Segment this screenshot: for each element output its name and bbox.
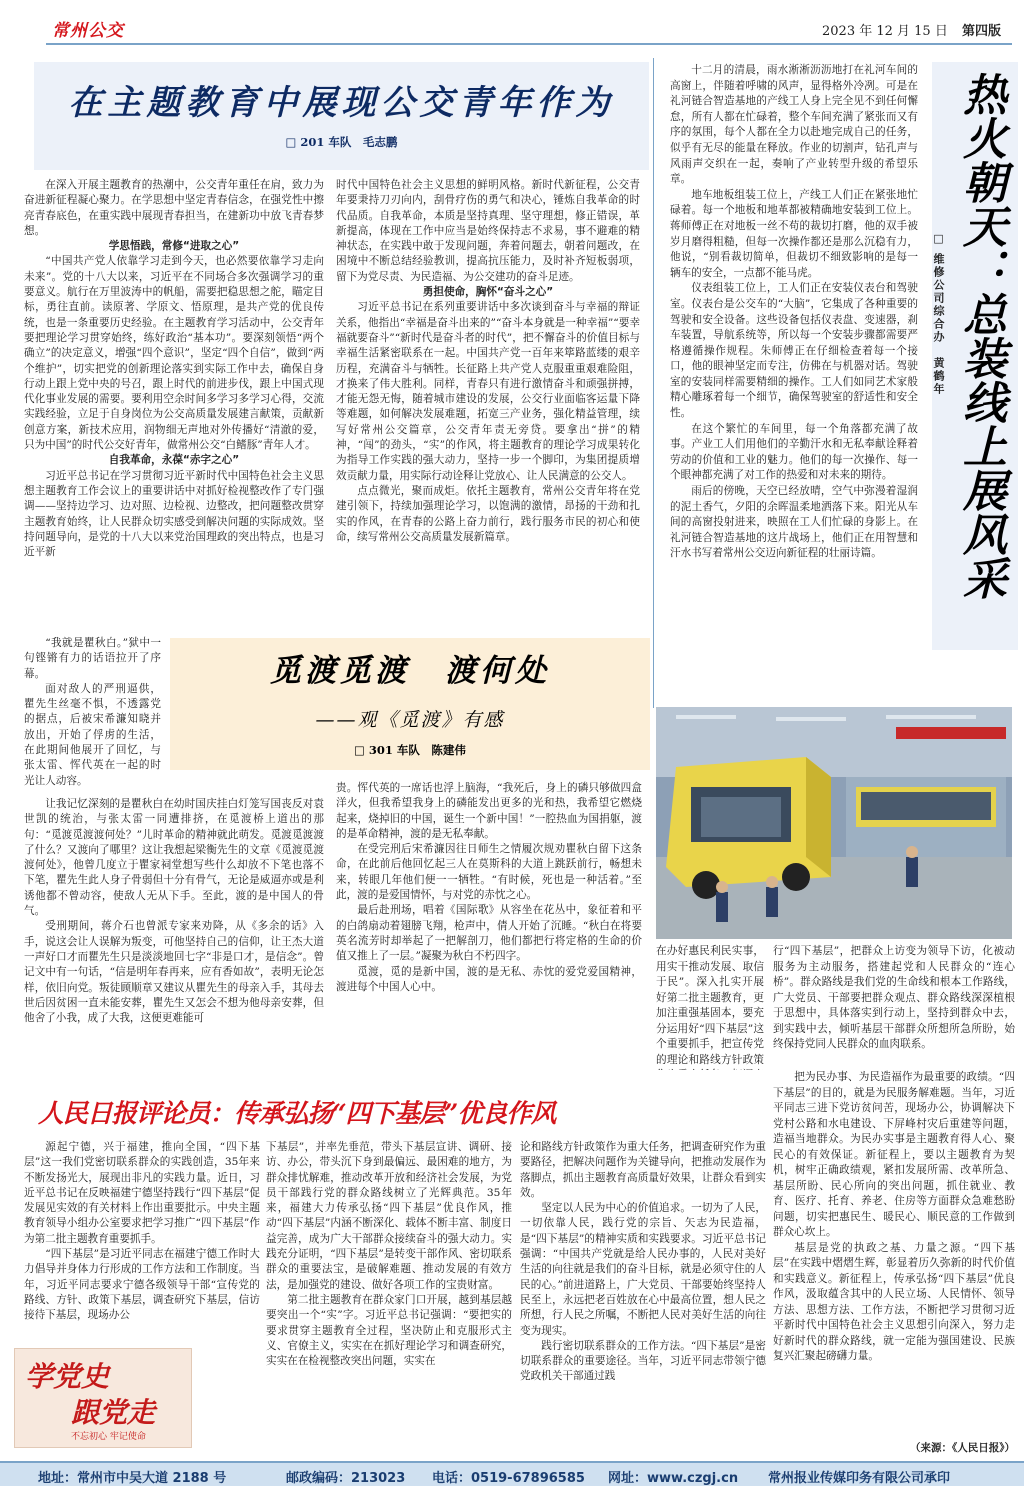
article-4-column-1: [24, 1140, 260, 1366]
paragraph: 把为民办事、为民造福作为最重要的政绩。“四下基层”的目的，就是为民服务解难题。当年，习近平同志三进下党访贫问苦，现场办公，协调解决下党村公路和水电建设、下屏峰村灾后重建等问题，造福当地群众。为民办实事是主题教育得人心、聚民心的有效保证。新征程上，要以主题教育为契机，树牢正确政绩观，紧扣发展所需、改革所急、基层所盼、民心所向的突出问题，抓住就业、教育、医疗、托育、养老、住房等方面群众急难愁盼问题，切实把惠民生、暖民心、顺民意的工作做到群众心坎上。: [773, 1071, 1015, 1238]
paragraph: 习近平总书记在系列重要讲话中多次谈到奋斗与幸福的辩证关系，他指出“幸福是奋斗出来的”“奋斗本身就是一种幸福”“要幸福就要奋斗”“新时代是奋斗者的时代”，把不懈奋斗的价值目标与幸福生活紧密联系在一起。中国共产党一百年来筚路蓝缕的艰辛历程，充满奋斗与牺牲。长征路上共产党人克服重重艰难险阻，才换来了伟大胜利。同样，青春只有进行激情奋斗和顽强拼搏，才能无怨无悔，随着城市建设的发展，公交行业面临客运量下降等难题，如何解决发展难题，拓宽三产业务，强化精益管理，续写好常州公交篇章，公交青年责无旁贷。要拿出“拼”的精神，“闯”的劲头，“实”的作风，将主题教育的理论学习成果转化为指导工作实践的强大动力，坚持一步一个脚印，为集团提质增效贡献力量，用实际行动诠释让党放心、让人民满意的公交人。: [336, 301, 640, 482]
footer-phone: 电话：0519-67896585: [432, 1471, 585, 1486]
paragraph: 让我记忆深刻的是瞿秋白在幼时国庆挂白灯笼写国丧反对袁世凯的统治，与张太雷一同遭排挤，在觅渡桥上道出的那句：“觅渡觅渡渡何处？”儿时革命的精神就此萌发。觅渡觅渡渡了什么？又渡向了哪里？这让我想起梁衡先生的文章《觅渡觅渡渡何处》，他曾几度立于瞿家祠堂想写些什么却放不下笔也落不下笔，瞿先生此人身子骨弱但十分有骨气，无论是威逼亦或是利诱他都不曾动容，使敌人无从下手。至此，渡的是中国人的骨气。: [24, 798, 324, 918]
paragraph: 下基层”，并率先垂范，带头下基层宣讲、调研、接访、办公，带头沉下身到最偏远、最困难的地方，为群众排忧解难，推动改革开放和经济社会发展，为党员干部践行党的群众路线树立了光辉典范。35年来，福建大力传承弘扬“四下基层”优良作风，推动“四下基层”内涵不断深化、载体不断丰富、制度日益完善，成为广大干部群众接续奋斗的强大动力。实践充分证明，“四下基层”是转变干部作风、密切联系群众的重要法宝，是破解难题、推动发展的有效方法，是加强党的建设、做好各项工作的宝贵财富。: [266, 1141, 512, 1291]
paragraph: 最后赴刑场，唱着《国际歌》从容坐在花丛中，象征着和平的白鸽扇动着翅膀飞翔，枪声中，倩人开始了沉睡。“秋白在将要英名流芳时却举起了一把解剖刀，他们都把行将定格的生命的价值又推上了一层。”凝聚为秋白不朽四字。: [336, 904, 642, 963]
column-rule: [653, 58, 654, 708]
stamp-tagline: 不忘初心 牢记使命: [71, 1432, 146, 1442]
masthead-edition: 第四版: [962, 24, 1002, 39]
article-4-source: （来源：《人民日报》）: [910, 1442, 1015, 1454]
paragraph: 论和路线方针政策作为重大任务，把调查研究作为重要路径，把解决问题作为关键导向，把推动发展作为落脚点，抓出主题教育高质量好效果，让群众看到实效。: [520, 1141, 766, 1199]
footer-address: 地址：常州市中吴大道 2188 号: [38, 1471, 227, 1486]
article-2-byline: □ 维修公司综合办 黄鹤年: [932, 232, 945, 396]
paragraph: 地车地板组装工位上，产线工人们正在紧张地忙碌着。每一个地板和地革都被精确地安装到工位上。蒋师傅正在对地板一丝不苟的裁切打磨，他的双手被岁月磨得粗糙，但每一次操作都还是那么沉稳有力，他说，“别看裁切简单，但裁切不细致影响的是每一辆车的安全，一点都不能马虎。: [670, 188, 918, 279]
article-3-subtitle: ——观《觅渡》有感: [315, 709, 505, 731]
masthead-date: 2023 年 12 月 15 日: [822, 24, 948, 39]
article-4-narrow-column: [656, 944, 764, 1070]
article-4-column-1-bottom: [196, 1365, 258, 1453]
masthead-logo: 常州公交: [52, 21, 124, 41]
paragraph: 觅渡，觅的是新中国，渡的是无私、赤忱的爱党爱国精神，渡进每个中国人心中。: [336, 965, 642, 993]
paragraph: “四下基层”是习近平同志在福建宁德工作时大力倡导并身体力行形成的工作方法和工作制度。当年，习近平同志要求宁德各级领导干部“宣传党的路线、方针、政策下基层，调查研究下基层，信访接待下基层，现场办公: [24, 1248, 260, 1322]
assembly-line-illustration: [656, 707, 1012, 939]
article-3-side-column: [24, 636, 161, 796]
article-4-title: 人民日报评论员：传承弘扬“四下基层”优良作风: [38, 1099, 556, 1129]
paragraph: 践行密切联系群众的工作方法。“四下基层”是密切联系群众的重要途径。当年，习近平同志带领宁德党政机关干部通过践: [520, 1339, 766, 1383]
subheading: 自我革命，永葆“赤字之心”: [108, 454, 240, 467]
paragraph: 贵。恽代英的一席话也浮上脑海，“我死后，身上的磷只够做四盒洋火，但我希望我身上的磷能发出更多的光和热，我希望它燃烧起来，烧掉旧的中国，诞生一个新中国！”一腔热血为国捐躯，渡的是革命精神，渡的是无私奉献。: [336, 782, 642, 840]
paragraph: 受刑期间，蒋介石也曾派专家来劝降，从《多余的话》入手，说这会让人误解为叛变，可他坚持自己的信仰，让王杰大道一声好口才而瞿先生只是淡淡地回七字“非是口才，是信念”。曾记文中有一句话，“信是明年春再来，应有香如故”，表明无论怎样，依旧向党。叛徒顾顺章又建议从瞿先生的母亲入手，其母去世后因贫困一直未能安葬，瞿先生又怎会不想为他母亲安葬，但他舍了小我，成了大我，这便更难能可: [24, 920, 324, 1025]
paragraph: 基层是党的执政之基、力量之源。“四下基层”在实践中熠熠生辉，彰显着历久弥新的时代价值和实践意义。新征程上，传承弘扬“四下基层”优良作风，汲取蕴含其中的人民立场、人民情怀、领导方法、思想方法、工作方法，不断把学习贯彻习近平新时代中国特色社会主义思想引向深入，努力走好新时代的群众路线，就一定能为强国建设、民族复兴汇聚起磅礴力量。: [773, 1241, 1015, 1362]
article-2-text: [670, 63, 918, 705]
paragraph: 点点微光，聚而成炬。依托主题教育，常州公交青年将在党建引领下，持续加强理论学习，以饱满的激情，昂扬的干劲和扎实的作风，在青春的公路上奋力前行，践行服务市民的初心和使命，续写常州公交高质量发展新篇章。: [336, 484, 640, 543]
stamp-line-2: 跟党走: [71, 1396, 156, 1429]
article-1-column-2: [336, 178, 640, 600]
masthead: [0, 0, 1024, 46]
party-history-stamp: [14, 1348, 192, 1448]
subheading: 学思悟践，常修“进取之心”: [108, 240, 240, 253]
article-4-top-right-column: [773, 944, 1015, 1070]
paragraph: 习近平总书记在学习贯彻习近平新时代中国特色社会主义思想主题教育工作会议上的重要讲话中对抓好检视整改作了专门强调——坚持边学习、边对照、边检视、边整改，把问题整改贯穿主题教育始终，让人民群众切实感受到解决问题的实际成效。坚持问题导向，是党的十八大以来党治国理政的突出特点，也是习近平新: [24, 469, 324, 559]
paragraph: 在深入开展主题教育的热潮中，公交青年重任在肩，致力为奋进新征程凝心聚力。在学思想中坚定青春信念，在强党性中擦亮青春底色，在重实践中展现青春担当，在建新功中放飞青春梦想。: [24, 179, 324, 237]
footer: [0, 1461, 1024, 1486]
paragraph: 面对敌人的严刑逼供，瞿先生丝毫不惧，不透露党的据点，后被宋希濂知晓并放出，开始了俘虏的生活，在此期间他展开了回忆，与张太雷、恽代英在一起的时光让人动容。: [24, 682, 161, 787]
paragraph: 十二月的清晨，雨水淅淅沥沥地打在礼河车间的高窗上，伴随着呼啸的风声，显得格外冷冽。可是在礼河链合智造基地的产线工人身上完全见不到任何懈怠，所有人都在忙碌着，整个车间充满了紧张而又有序的氛围，每个人都在全力以赴地完成自己的任务，似乎有无尽的能量在释放。作业的切割声，钻孔声与风雨声交织在一起，奏响了产业转型升级的希望乐章。: [670, 64, 918, 186]
paragraph: 仪表组装工位上，工人们正在安装仪表台和驾驶室。仪表台是公交车的“大脑”，它集成了各种重要的驾驶和安全设备。这些设备包括仪表盘、变速器，刹车装置，导航系统等，所以每一个安装步骤都需要严格遵循操作规程。朱师傅正在仔细检查着每一个接口，他的眼神坚定而专注，仿佛在与机器对话。驾驶室的安装同样需要精细的操作。工人们如同艺术家般精心雕琢着每一个细节，确保驾驶室的舒适性和安全性。: [670, 282, 918, 420]
paragraph: 第二批主题教育在群众家门口开展，越到基层越要突出一个“实”字。习近平总书记强调：“要把实的要求贯穿主题教育全过程，坚决防止和克服形式主义、官僚主义，实实在在抓好理论学习和调查研究，实实在在检视整改突出问题，实实在: [266, 1293, 512, 1368]
article-4-column-3: [520, 1140, 766, 1456]
footer-website: 网址：www.czgj.cn: [608, 1471, 739, 1486]
article-3-column-1: [24, 797, 324, 1053]
paragraph: 坚定以人民为中心的价值追求。一切为了人民，一切依靠人民，践行党的宗旨、矢志为民造福，是“四下基层”的精神实质和实践要求。习近平总书记强调：“中国共产党就是给人民办事的，人民对美好生活的向往就是我们的奋斗目标，就是必须守住的人民的心。”前进道路上，广大党员、干部要始终坚持人民至上，永远把老百姓放在心中最高位置，想人民之所想，行人民之所嘱，不断把人民对美好生活的向往变为现实。: [520, 1202, 766, 1337]
paragraph: 雨后的傍晚，天空已经放晴，空气中弥漫着湿润的泥土香气，夕阳的余晖温柔地洒落下来。阳光从车间的高窗投射进来，映照在工人们忙碌的身影上。在礼河链合智造基地的这片战场上，他们正在用智慧和汗水书写着常州公交迈向新征程的壮丽诗篇。: [670, 485, 918, 560]
subheading: 勇担使命，胸怀“奋斗之心”: [422, 286, 554, 299]
paragraph: “我就是瞿秋白。”狱中一句铿锵有力的话语拉开了序幕。: [24, 637, 161, 680]
paragraph: 在受完刑后宋希濂因往日师生之情履次规劝瞿秋白留下这条命，在此前后他回忆起三人在莫斯科的大道上跳跃前行，畅想未来，转眼几年他们便一一牺牲。“有时候，死也是一种活着。”至此，渡的是爱国情怀，与对党的赤忱之心。: [336, 843, 642, 902]
assembly-line-photo: [656, 707, 1012, 939]
paragraph: 源起宁德，兴于福建，推向全国，“四下基层”这一我们党密切联系群众的实践创造，35年来不断发扬光大，展现出非凡的实践力量。近日，习近平总书记在反映福建宁德坚持践行“四下基层”促发展见实效的有关材料上作出重要批示。中央主题教育领导小组办公室要求把学习推广“四下基层”作为第二批主题教育重要抓手。: [24, 1141, 260, 1245]
footer-postcode: 邮政编码：213023: [286, 1471, 406, 1486]
masthead-rule: [46, 43, 1012, 45]
article-1-title: 在主题教育中展现公交青年作为: [68, 83, 615, 123]
paragraph: “中国共产党人依靠学习走到今天，也必然要依靠学习走向未来”。党的十八大以来，习近平在不同场合多次强调学习的重要意义。航行在万里波涛中的帆船，需要把稳思想之舵，瞄定目标，勇往直前。读原著、学原文、悟原理，是共产党的优良传统，也是一条重要历史经验。在主题教育学习活动中，公交青年要把理论学习贯穿始终，练好政治“基本功”。要深刻领悟“两个确立”的决定意义，增强“四个意识”，坚定“四个自信”，做到“两个维护”，切实把党的创新理论落实到实际工作中去，确保自身行动上跟上党中央的号召，跟上时代的前进步伐，跟上中国式现代化事业发展的需要。要利用空余时间多学习多学习心得，交流实践经验，立足于自身岗位为公交高质量发展建言献策，贡献新创意方案，新技术应用，润物细无声地对外传播好“清澈的爱，只为中国”的时代公交好青年，做常州公交“白鳍豚”青年人才。: [24, 255, 324, 452]
article-3-byline: □ 301 车队 陈建伟: [354, 743, 466, 757]
article-2-title: 热火朝天：总装线上展风采: [955, 72, 1006, 600]
footer-printer: 常州报业传媒印务有限公司承印: [768, 1471, 951, 1486]
article-4-column-4: [773, 1070, 1015, 1440]
paragraph: 在办好惠民利民实事，用实干推动发展、取信于民”。深入扎实开展好第二批主题教育，更加注重强基固本，要充分运用好“四下基层”这个重要抓手，把宣传党的理论和路线方针政策: [656, 945, 764, 1066]
article-3-title: 觅渡觅渡 渡何处: [270, 653, 550, 689]
stamp-line-1: 学党史: [25, 1360, 110, 1393]
paragraph: 行“四下基层”，把群众上访变为领导下访，化被动服务为主动服务，搭建起党和人民群众的“连心桥”。群众路线是我们党的生命线和根本工作路线，广大党员、干部要把群众观点、群众路线深深植根于思想中，具体落实到行动上，坚持到群众中去，到实践中去，倾听基层干部群众所想所急所盼，始终保持党同人民群众的血肉联系。: [773, 945, 1015, 1050]
paragraph: 在这个繁忙的车间里，每一个角落都充满了故事。产业工人们用他们的辛勤汗水和无私奉献诠释着劳动的价值和工业的魅力。他们的每一次操作、每一个眼神都充满了对工作的热爱和对未来的期待。: [670, 422, 918, 482]
article-1-byline: □ 201 车队 毛志鹏: [285, 135, 398, 149]
article-1-column-1: [24, 178, 324, 616]
paragraph: 时代中国特色社会主义思想的鲜明风格。新时代新征程，公交青年要秉持刀刃向内，刮骨疗伤的勇气和决心，锤炼自我革命的时代品质。自我革命，本质是坚持真理、坚守理想，修正错误，革新提高，体现在工作中应当是始终保持志不求易，事不避难的精神状态，在实践中敢于发现问题，奔着问题去，朝着问题改，在困境中不断总结经验教训，提高抗压能力，及时补齐短板弱项，留下为党尽责、为民造福、为公交建功的奋斗足迹。: [336, 179, 640, 283]
article-3-column-2: [336, 781, 642, 1053]
article-4-column-2: [266, 1140, 512, 1456]
